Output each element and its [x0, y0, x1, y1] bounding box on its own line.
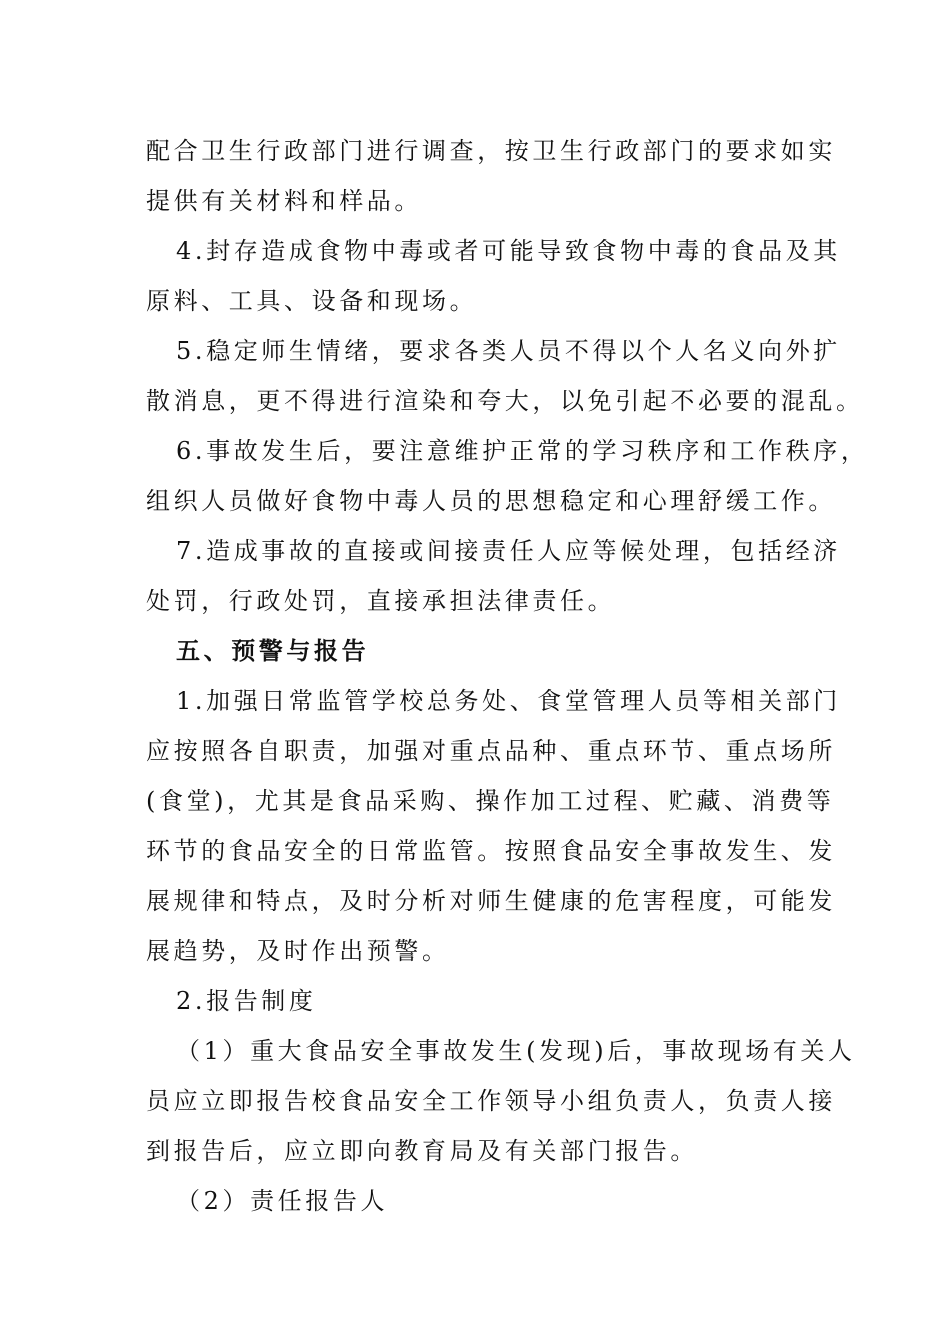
paragraph-line: （2）责任报告人 — [176, 1187, 389, 1215]
paragraph-line: 环节的食品安全的日常监管。按照食品安全事故发生、发 — [146, 837, 836, 865]
paragraph-line: 1.加强日常监管学校总务处、食堂管理人员等相关部门 — [176, 687, 841, 715]
section-heading: 五、预警与报告 — [176, 636, 370, 665]
paragraph-line: 6.事故发生后，要注意维护正常的学习秩序和工作秩序， — [176, 437, 869, 465]
paragraph-line: 处罚，行政处罚，直接承担法律责任。 — [146, 587, 616, 615]
paragraph-line: 到报告后，应立即向教育局及有关部门报告。 — [146, 1137, 698, 1165]
paragraph-line: 7.造成事故的直接或间接责任人应等候处理，包括经济 — [176, 537, 841, 565]
paragraph-line: 应按照各自职责，加强对重点品种、重点环节、重点场所 — [146, 737, 836, 765]
paragraph-line: 原料、工具、设备和现场。 — [146, 287, 478, 315]
paragraph-line: 散消息，更不得进行渲染和夸大，以免引起不必要的混乱。 — [146, 387, 864, 415]
paragraph-line: 5.稳定师生情绪，要求各类人员不得以个人名义向外扩 — [176, 337, 841, 365]
paragraph-line: 提供有关材料和样品。 — [146, 187, 422, 215]
paragraph-line: 组织人员做好食物中毒人员的思想稳定和心理舒缓工作。 — [146, 487, 836, 515]
paragraph-line: 4.封存造成食物中毒或者可能导致食物中毒的食品及其 — [176, 237, 841, 265]
paragraph-line: 2.报告制度 — [176, 987, 317, 1015]
paragraph-line: 员应立即报告校食品安全工作领导小组负责人，负责人接 — [146, 1087, 836, 1115]
paragraph-line: 展规律和特点，及时分析对师生健康的危害程度，可能发 — [146, 887, 836, 915]
paragraph-line: 展趋势，及时作出预警。 — [146, 937, 450, 965]
paragraph-line: 配合卫生行政部门进行调查，按卫生行政部门的要求如实 — [146, 137, 836, 165]
paragraph-line: (食堂)，尤其是食品采购、操作加工过程、贮藏、消费等 — [146, 787, 835, 815]
paragraph-line: （1）重大食品安全事故发生(发现)后，事故现场有关人 — [176, 1037, 856, 1065]
